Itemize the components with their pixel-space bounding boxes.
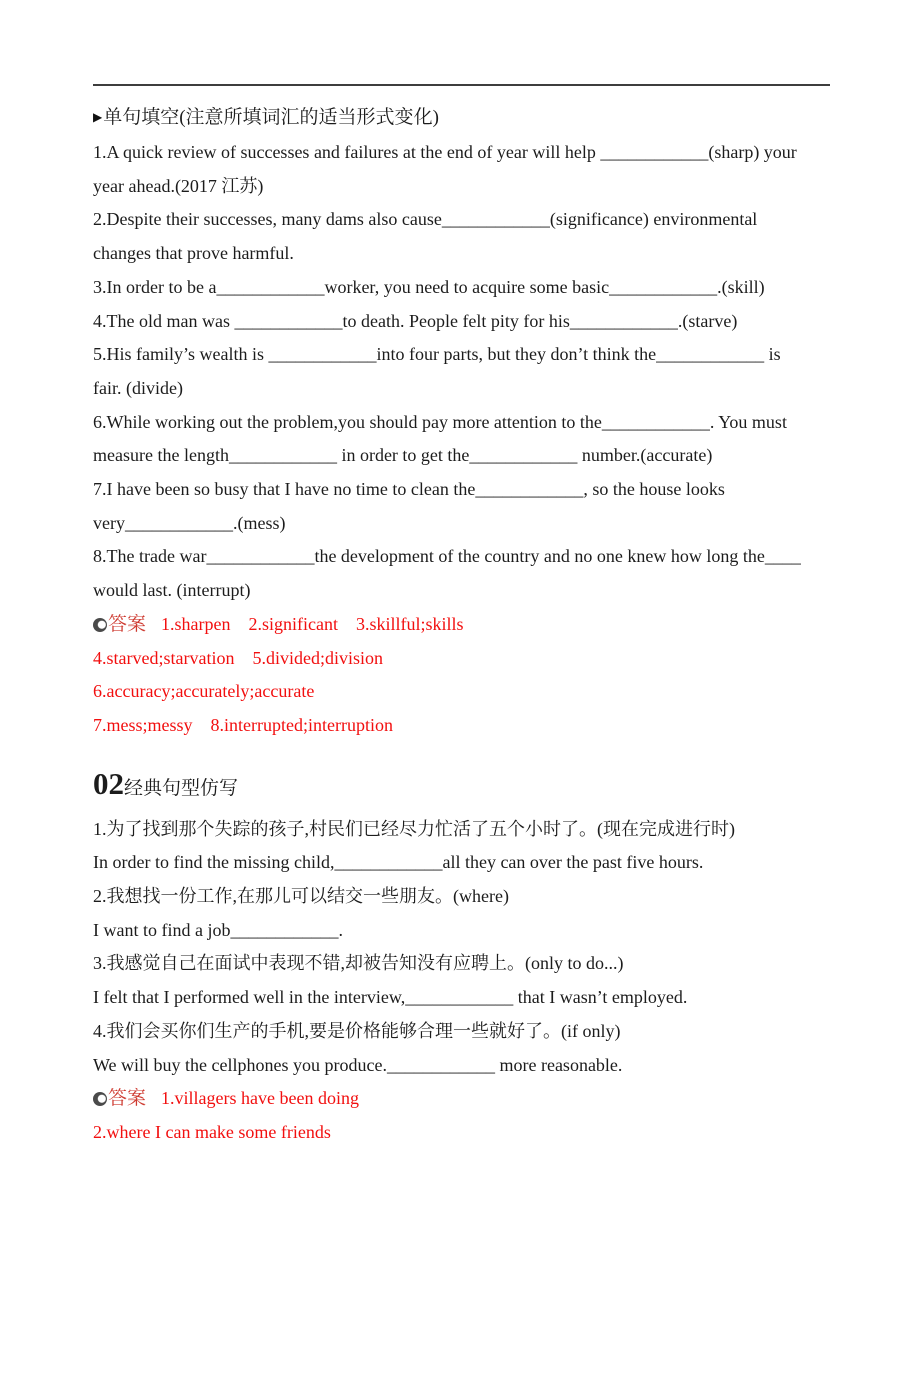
answer-line: 2.where I can make some friends xyxy=(93,1121,331,1142)
answer-text: 1.sharpen 2.significant 3.skillful;skills xyxy=(161,613,464,634)
exercise-line: 7.I have been so busy that I have no time to clean the____________, so the house looks xyxy=(93,479,725,500)
exercise-line: 3.我感觉自己在面试中表现不错,却被告知没有应聘上。(only to do...) xyxy=(93,953,624,974)
top-rule xyxy=(93,84,830,86)
section2-title: 经典句型仿写 xyxy=(124,777,239,799)
exercise-line: 1.为了找到那个失踪的孩子,村民们已经尽力忙活了五个小时了。(现在完成进行时) xyxy=(93,818,735,839)
exercise-line: We will buy the cellphones you produce.____________ more reasonable. xyxy=(93,1054,623,1075)
answer-line: 7.mess;messy 8.interrupted;interruption xyxy=(93,714,393,735)
exercise-line: 2.我想找一份工作,在那儿可以结交一些朋友。(where) xyxy=(93,886,509,907)
answer-line: 6.accuracy;accurately;accurate xyxy=(93,681,315,702)
right-triangle-icon: ▶ xyxy=(93,110,103,124)
section2-exercise xyxy=(93,813,832,1083)
answer-label: 答案 xyxy=(108,1088,147,1110)
exercise-line: 2.Despite their successes, many dams also cause____________(significance) environmental xyxy=(93,209,758,230)
answer-line: 4.starved;starvation 5.divided;division xyxy=(93,647,383,668)
exercise-line: 6.While working out the problem,you should pay more attention to the____________. You must xyxy=(93,411,787,432)
answer-badge-icon xyxy=(93,1092,107,1106)
answer-badge-icon xyxy=(93,618,107,632)
exercise-line: very____________.(mess) xyxy=(93,512,286,533)
section1-answers xyxy=(93,608,832,743)
exercise-line: 4.The old man was ____________to death. People felt pity for his____________.(starve) xyxy=(93,310,738,331)
exercise-line: In order to find the missing child,____________all they can over the past five hours. xyxy=(93,852,704,873)
answer-line xyxy=(93,1082,832,1116)
exercise-line: 3.In order to be a____________worker, you need to acquire some basic____________.(skill) xyxy=(93,276,765,297)
exercise-line: 1.A quick review of successes and failures at the end of year will help ____________(sharp) your xyxy=(93,142,797,162)
answer-text: 1.villagers have been doing xyxy=(161,1088,359,1109)
section2-answers xyxy=(93,1082,832,1149)
section1-exercise xyxy=(93,136,832,608)
answer-line xyxy=(93,608,832,642)
exercise-line: 8.The trade war____________the development of the country and no one knew how long the____ xyxy=(93,546,801,567)
section2-heading xyxy=(93,763,832,811)
exercise-line: I felt that I performed well in the interview,____________ that I wasn’t employed. xyxy=(93,987,688,1008)
exercise-line: year ahead.(2017 江苏) xyxy=(93,175,264,196)
exercise-line: would last. (interrupt) xyxy=(93,580,251,601)
exercise-line: measure the length____________ in order to get the____________ number.(accurate) xyxy=(93,445,713,466)
exercise-line: 4.我们会买你们生产的手机,要是价格能够合理一些就好了。(if only) xyxy=(93,1020,621,1041)
section1-heading xyxy=(93,101,832,136)
section1-heading-text: 单句填空(注意所填词汇的适当形式变化) xyxy=(103,107,439,128)
exercise-line: fair. (divide) xyxy=(93,377,183,398)
section2-number: 02 xyxy=(93,765,124,801)
exercise-line: I want to find a job____________. xyxy=(93,919,343,940)
exercise-line: changes that prove harmful. xyxy=(93,243,294,264)
worksheet-page xyxy=(0,84,920,1150)
answer-label: 答案 xyxy=(108,613,147,635)
exercise-line: 5.His family’s wealth is ____________into four parts, but they don’t think the____________ is xyxy=(93,344,781,365)
